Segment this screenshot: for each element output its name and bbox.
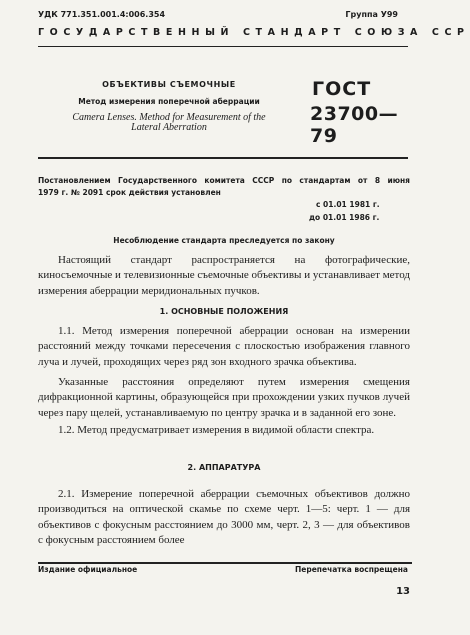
intro-paragraph: Настоящий стандарт распространяется на фотографические, киносъемочные и телевизионные съемочные объективы и устанавливает метод измерения аберрации меридиональных пучков.	[38, 254, 410, 297]
footer-reprint-prohibited: Перепечатка воспрещена	[294, 565, 408, 574]
effective-date-from: с 01.01 1981 г.	[316, 200, 380, 209]
paragraph-2-1: 2.1. Измерение поперечной аберрации съемочных объективов должно производиться на оптической скамье по схеме черт. 1—5: черт. 1 — для объективов с фокусным расстоянием до 3000 мм, черт. 2, 3 — для объективов с фокусным расстоянием более	[38, 488, 410, 547]
paragraph-1-1: 1.1. Метод измерения поперечной аберрации основан на измерении расстояний между точками пересечения с плоскостью изображения главного луча и лучей, проходящих через ряд зон входного зрачка объектива.	[38, 325, 410, 368]
english-title-line-1: Camera Lenses. Method for Measurement of the	[72, 112, 266, 123]
paragraph-1-1-continued: Указанные расстояния определяют путем измерения смещения дифракционной картины, образующейся при прохождении узких пучков лучей через пару щелей, устанавливаемую по центру зрачка и в заданной его зоне.	[38, 376, 410, 419]
gost-label: ГОСТ	[312, 78, 372, 100]
standard-banner: ГОСУДАРСТВЕННЫЙ СТАНДАРТ СОЮЗА ССР	[38, 27, 470, 38]
footer-official-edition: Издание официальное	[38, 565, 138, 574]
english-title	[38, 113, 300, 133]
document-subtitle: Метод измерения поперечной аберрации	[78, 97, 260, 106]
header-divider	[38, 46, 408, 47]
document-title: ОБЪЕКТИВЫ СЪЕМОЧНЫЕ	[102, 80, 236, 89]
effective-date-to: до 01.01 1986 г.	[309, 213, 380, 222]
paragraph-1-2: 1.2. Метод предусматривает измерения в видимой области спектра.	[58, 424, 375, 436]
decree-line-1: Постановлением Государственного комитета СССР по стандартам от 8 июня	[38, 176, 410, 185]
legal-warning: Несоблюдение стандарта преследуется по закону	[113, 236, 335, 245]
udc-code: УДК 771.351.001.4:006.354	[38, 10, 166, 19]
english-title-line-2: Lateral Aberration	[131, 122, 207, 133]
gost-number: 23700—79	[310, 103, 399, 147]
section-1-heading: 1. ОСНОВНЫЕ ПОЛОЖЕНИЯ	[159, 307, 289, 316]
footer-divider	[38, 562, 412, 564]
section-2-heading: 2. АППАРАТУРА	[187, 463, 261, 472]
group-code: Группа У99	[345, 10, 398, 19]
title-divider	[38, 157, 408, 159]
decree-line-2: 1979 г. № 2091 срок действия установлен	[38, 188, 221, 197]
page-number: 13	[396, 586, 410, 597]
